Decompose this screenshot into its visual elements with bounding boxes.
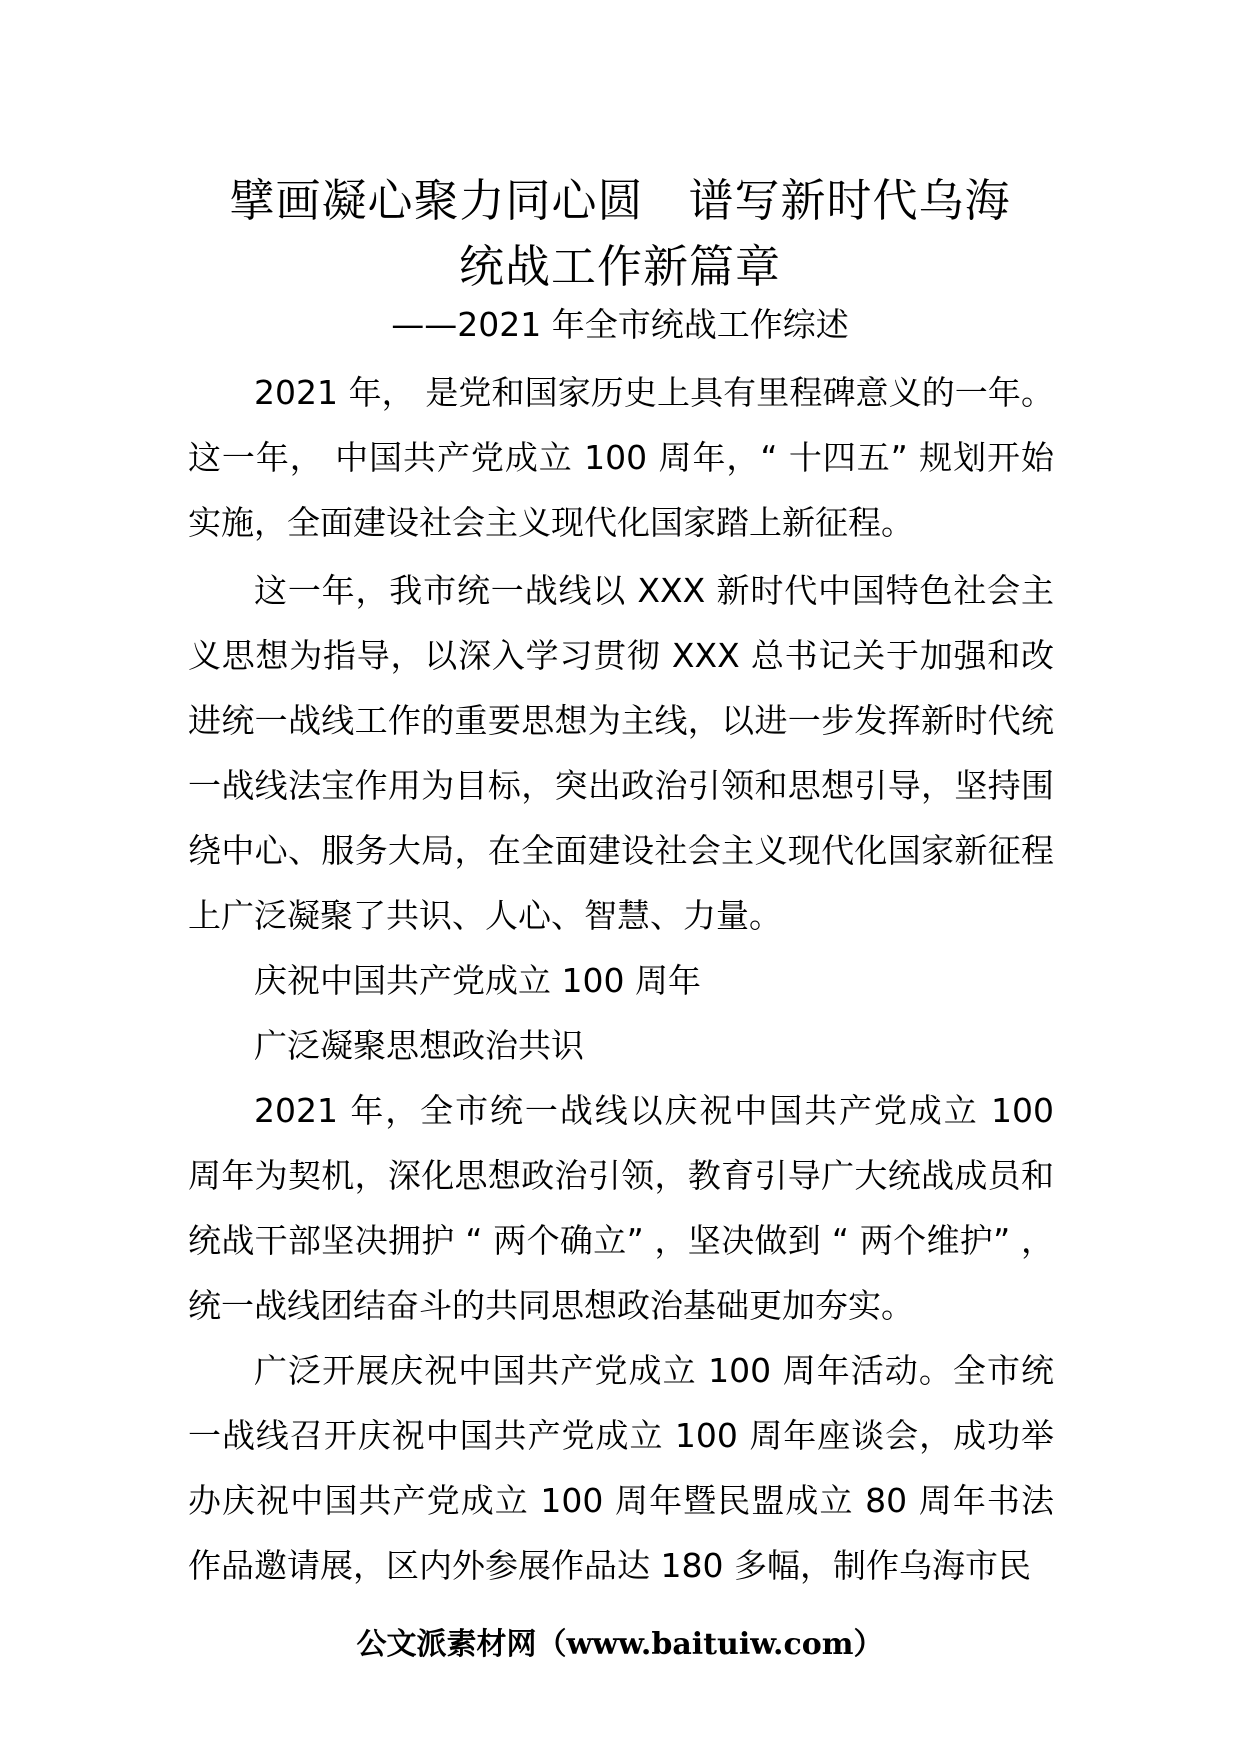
paragraph-3 bbox=[188, 1078, 1054, 1338]
title-part-1: 擘画凝心聚力同心圆 bbox=[229, 174, 644, 227]
document-subtitle: ——2021 年全市统战工作综述 bbox=[391, 305, 849, 344]
paragraph-2 bbox=[188, 558, 1054, 948]
paragraph-text: 这一年，我市统一战线以 XXX 新时代中国特色社会主义思想为指导，以深入学习贯彻 XXX 总书记关于加强和改进统一战线工作的重要思想为主线，以进一步发挥新时代统一战线法宝作用为目标，突出政治引领和思想引导，坚持围绕中心、服务大局，在全面建设社会主义现代化国家新征程上广泛凝聚了共识、人心、智慧、力量。 bbox=[188, 571, 1054, 935]
section-heading-2 bbox=[188, 1013, 1054, 1078]
paragraph-text: 广泛开展庆祝中国共产党成立 100 周年活动。全市统一战线召开庆祝中国共产党成立 100 周年座谈会，成功举办庆祝中国共产党成立 100 周年暨民盟成立 80 周年书法作品邀请展，区内外参展作品达 180 多幅，制作乌海市民 bbox=[188, 1351, 1054, 1585]
paragraph-4 bbox=[188, 1338, 1054, 1598]
footer-watermark: 公文派素材网（www.baituiw.com） bbox=[356, 1627, 884, 1662]
section-heading-text: 广泛凝聚思想政治共识 bbox=[254, 1026, 584, 1065]
section-heading-1 bbox=[188, 948, 1054, 1013]
paragraph-1 bbox=[188, 360, 1054, 555]
document-title-line-1 bbox=[0, 174, 1240, 227]
paragraph-text: 2021 年， 是党和国家历史上具有里程碑意义的一年。 这一年， 中国共产党成立 100 周年，“ 十四五” 规划开始实施，全面建设社会主义现代化国家踏上新征程。 bbox=[188, 373, 1054, 542]
section-heading-text: 庆祝中国共产党成立 100 周年 bbox=[254, 961, 701, 1000]
document-title-line-2: 统战工作新篇章 bbox=[458, 240, 781, 293]
paragraph-text: 2021 年，全市统一战线以庆祝中国共产党成立 100 周年为契机，深化思想政治引领，教育引导广大统战成员和统战干部坚决拥护 “ 两个确立” ，坚决做到 “ 两个维护” ，统一战线团结奋斗的共同思想政治基础更加夯实。 bbox=[188, 1091, 1054, 1325]
title-part-2: 谱写新时代乌海 bbox=[688, 174, 1011, 227]
